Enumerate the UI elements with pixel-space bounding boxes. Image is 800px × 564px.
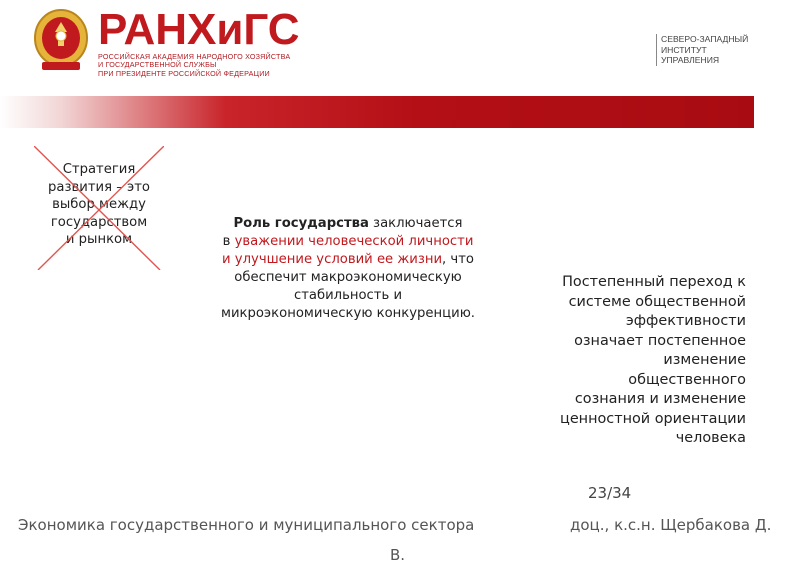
strategy-line: развития – это — [48, 179, 150, 195]
transition-line: эффективности — [625, 313, 746, 329]
brand-subtitle-line: ПРИ ПРЕЗИДЕНТЕ РОССИЙСКОЙ ФЕДЕРАЦИИ — [98, 68, 270, 78]
role-text-1: заключается — [368, 216, 463, 231]
brand-name: РАНХиГС — [98, 5, 300, 54]
header-red-bar — [0, 96, 754, 128]
strategy-line: Стратегия — [62, 162, 136, 177]
branch-name — [656, 34, 748, 66]
cross-out-lines — [34, 146, 164, 270]
transition-line: означает постепенное — [574, 332, 746, 349]
transition-line: человека — [675, 430, 746, 446]
brand-subtitle-line: РОССИЙСКАЯ АКАДЕМИЯ НАРОДНОГО ХОЗЯЙСТВА — [98, 52, 291, 61]
gradual-transition-text — [520, 273, 746, 449]
strategy-line: выбор между — [52, 197, 146, 212]
emblem-logo — [32, 6, 90, 74]
branch-line: УПРАВЛЕНИЯ — [661, 55, 720, 66]
role-text-2: в — [222, 233, 235, 249]
role-highlight: уважении человеческой личности и улучшение условий ее жизни — [222, 233, 474, 267]
role-bold-phrase: Роль государства — [233, 216, 369, 231]
transition-line: общественного — [628, 371, 746, 388]
crossed-out-note — [34, 146, 164, 270]
transition-line: изменение — [663, 352, 746, 368]
brand-block — [98, 5, 300, 78]
strategy-line: и рынком — [65, 232, 133, 247]
role-of-state-text — [220, 215, 476, 322]
transition-line: ценностной ориентации — [560, 410, 746, 427]
transition-line: сознания и изменение — [574, 391, 746, 407]
brand-subtitle-line: И ГОСУДАРСТВЕННОЙ СЛУЖБЫ — [98, 60, 217, 70]
transition-line: системе общественной — [568, 293, 746, 310]
branch-line: СЕВЕРО-ЗАПАДНЫЙ — [661, 34, 749, 44]
brand-subtitle — [98, 53, 300, 78]
author-name: доц., к.с.н. Щербакова Д. — [570, 516, 772, 534]
role-text-3: , что обеспечит макроэкономическую стабильность и микроэкономическую конкуренцию. — [221, 251, 475, 321]
course-title: Экономика государственного и муниципального сектора — [18, 516, 475, 534]
branch-line: ИНСТИТУТ — [661, 44, 707, 55]
strategy-line: государством — [50, 214, 148, 230]
author-name-continued: В. — [390, 546, 406, 564]
transition-line: Постепенный переход к — [562, 274, 746, 290]
page-number: 23/34 — [588, 484, 632, 502]
